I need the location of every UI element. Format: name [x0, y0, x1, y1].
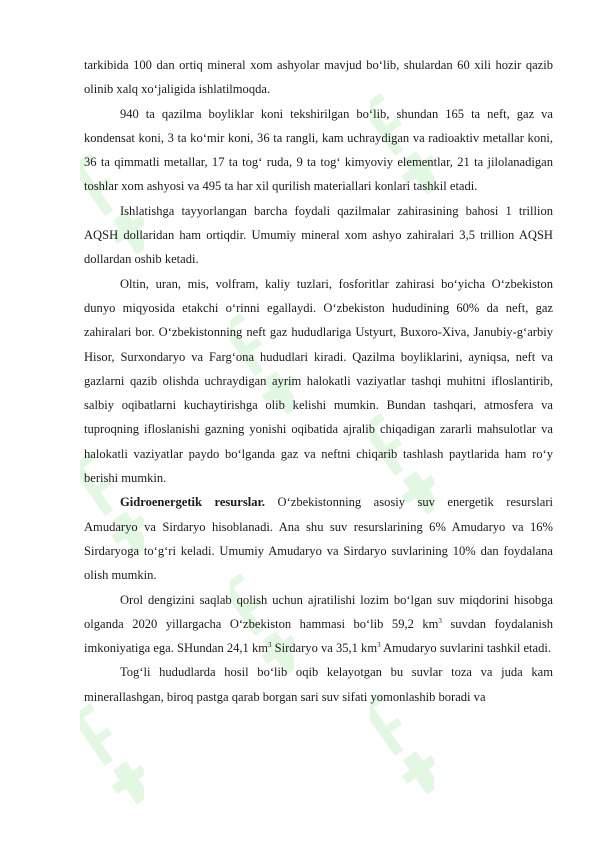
paragraph [84, 660, 553, 709]
document-page [84, 53, 553, 709]
watermark-logo-icon [80, 690, 144, 820]
superscript: 3 [377, 641, 381, 650]
superscript: 3 [438, 616, 442, 625]
superscript: 3 [268, 641, 272, 650]
text-run: Orol dengizini saqlab qolish uchun ajratilishi lozim bo‘lgan suv miqdorini hisobga olganda 2020 yillargacha O‘zbekiston hammasi bo‘lib 59,2 km [84, 592, 553, 631]
text-run: Ishlatishga tayyorlangan barcha foydali qazilmalar zahirasining bahosi 1 trillion AQSH dollaridan ham ortiqdir. Umumiy mineral xom ashyo zahiralari 3,5 trillion AQSH dollardan oshib ketadi. [84, 203, 553, 267]
paragraph [84, 102, 553, 199]
paragraph [84, 272, 553, 491]
bold-heading: Gidroenergetik resurslar. [120, 495, 266, 510]
text-run: O‘zbekistonning asosiy suv energetik resurslari Amudaryo va Sirdaryo hisoblanadi. Ana shu suv resurslarining 6% Amudaryo va 16% Sirdaryoga to‘g‘ri keladi. Umumiy Amudaryo va Sirdaryo suvlarining 10% dan foydalana olish mumkin. [84, 495, 553, 583]
paragraph [84, 199, 553, 272]
text-run: Sirdaryo va 35,1 km [271, 641, 378, 656]
text-run: suvdan foydalanish imkoniyatiga ega. SHundan 24,1 km [84, 616, 554, 656]
paragraph [84, 588, 553, 661]
text-run: Amudaryo suvlarini tashkil etadi. [380, 641, 551, 656]
text-run: Tog‘li hududlarda hosil bo‘lib oqib kelayotgan bu suvlar toza va juda kam minerallashgan, biroq pastga qarab borgan sari suv sifati yomonlashib boradi va [84, 665, 553, 704]
paragraph [84, 53, 553, 102]
text-run: tarkibida 100 dan ortiq mineral xom ashyolar mavjud bo‘lib, shulardan 60 xili hozir qazib olinib xalq xo‘jaligida ishlatilmoqda. [84, 58, 553, 97]
text-run: Oltin, uran, mis, volfram, kaliy tuzlari, fosforitlar zahirasi bo‘yicha O‘zbekiston dunyo miqyosida etakchi o‘rinni egallaydi. O‘zbekiston hududining 60% da neft, gaz zahiralari bor. O‘zbekistonning neft gaz hududlariga Ustyurt, Buxoro-Xiva, Janubiy-g‘arbiy Hisor, Surxondaryo va Farg‘ona hududlari kiradi. Qazilma boyliklarini, ayniqsa, neft va gazlarni qazib olishda uchraydigan ayrim halokatli vaziyatlar tashqi muhitni ifloslantirib, salbiy oqibatlarni kuchaytirishga olib kelishi mumkin. Bundan tashqari, atmosfera va tuproqning ifloslanishi gazning yonishi oqibatida ajralib chiqadigan zararli mahsulotlar va halokatli vaziyatlar paydo bo‘lganda gaz va neftni chiqarib tashlash paytlarida ham ro‘y berishi mumkin. [84, 276, 553, 486]
text-run: 940 ta qazilma boyliklar koni tekshirilgan bo‘lib, shundan 165 ta neft, gaz va kondensat koni, 3 ta ko‘mir koni, 36 ta rangli, kam uchraydigan va radioaktiv metallar koni, 36 ta qimmatli metallar, 17 ta tog‘ ruda, 9 ta tog‘ kimyoviy elementlar, 21 ta jilolanadigan toshlar xom ashyosi va 495 ta har xil qurilish materiallari konlari tashkil etadi. [84, 106, 553, 194]
paragraph [84, 490, 553, 587]
